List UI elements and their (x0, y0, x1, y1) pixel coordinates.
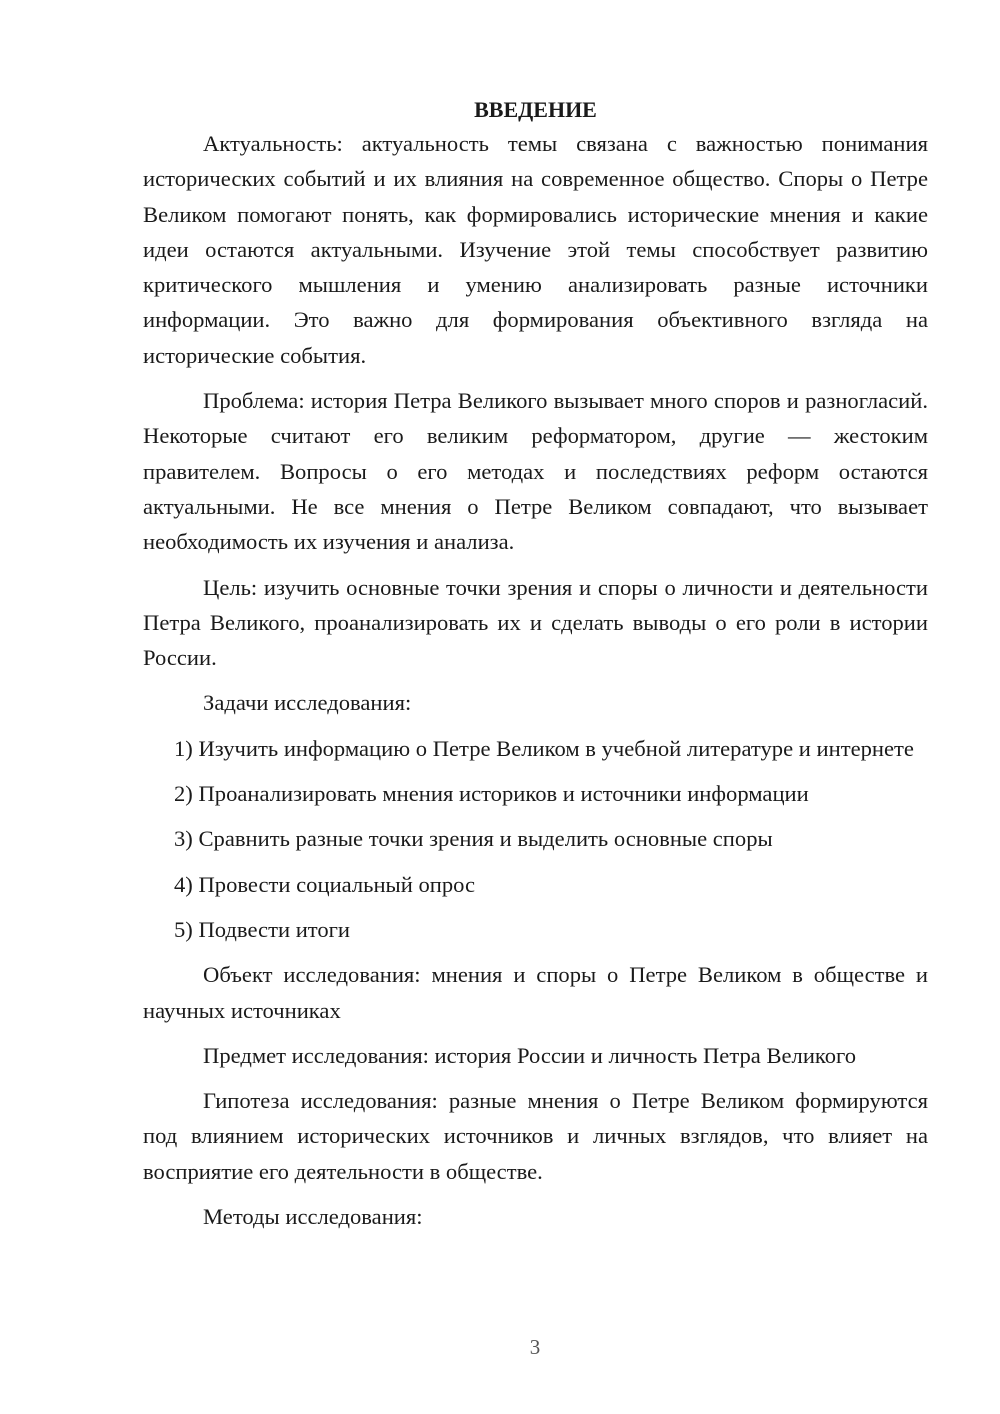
paragraph-object: Объект исследования: мнения и споры о Петре Великом в обществе и научных источниках (143, 962, 928, 1023)
task-item-5: 5) Подвести итоги (174, 916, 351, 942)
section-heading: ВВЕДЕНИЕ (474, 97, 597, 122)
task-item-1: 1) Изучить информацию о Петре Великом в учебной литературе и интернете (174, 735, 914, 761)
tasks-title: Задачи исследования: (203, 690, 412, 716)
paragraph-problem: Проблема: история Петра Великого вызывает много споров и разногласий. Некоторые считают его великим реформатором, другие — жестоким правителем. Вопросы о его методах и последствиях реформ остаются актуальными. Не все мнения о Петре Великом совпадают, что вызывает необходимость их изучения и анализа. (143, 388, 928, 555)
task-item-3: 3) Сравнить разные точки зрения и выделить основные споры (174, 826, 773, 852)
task-item-2: 2) Проанализировать мнения историков и источники информации (174, 781, 809, 807)
page-number: 3 (529, 1335, 541, 1359)
paragraph-subject: Предмет исследования: история России и личность Петра Великого (203, 1042, 857, 1068)
methods-title: Методы исследования: (203, 1204, 423, 1230)
paragraph-relevance: Актуальность: актуальность темы связана с важностью понимания исторических событий и их влияния на современное общество. Споры о Петре Великом помогают понять, как формировались исторические мнения и какие идеи остаются актуальными. Изучение этой темы способствует развитию критического мышления и умению анализировать разные источники информации. Это важно для формирования объективного взгляда на исторические события. (143, 131, 928, 368)
task-item-4: 4) Провести социальный опрос (174, 871, 476, 897)
paragraph-goal: Цель: изучить основные точки зрения и споры о личности и деятельности Петра Великого, проанализировать их и сделать выводы о его роли в истории России. (143, 574, 928, 671)
page-content (143, 92, 928, 1244)
paragraph-hypothesis: Гипотеза исследования: разные мнения о Петре Великом формируются под влиянием исторических источников и личных взглядов, что влияет на восприятие его деятельности в обществе. (143, 1088, 928, 1184)
